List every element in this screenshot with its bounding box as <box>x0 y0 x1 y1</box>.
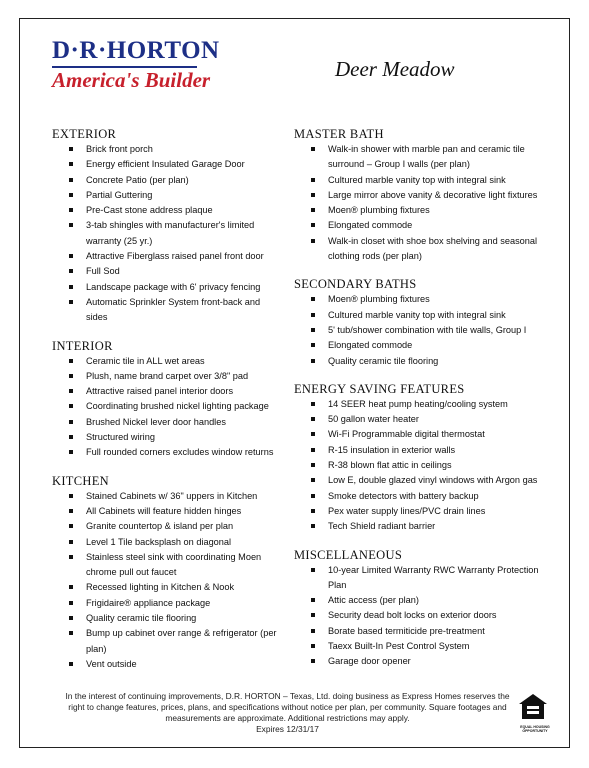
feature-item <box>52 504 282 519</box>
section-heading: INTERIOR <box>52 338 113 353</box>
feature-item <box>52 596 282 611</box>
equal-housing-label: EQUAL HOUSING OPPORTUNITY <box>520 725 550 733</box>
bullet-icon <box>311 402 315 406</box>
bullet-icon <box>311 359 315 363</box>
bullet-icon <box>311 313 315 317</box>
feature-item <box>294 218 559 233</box>
feature-item <box>52 264 282 279</box>
feature-text: All Cabinets will feature hidden hinges <box>86 505 242 516</box>
bullet-icon <box>69 389 73 393</box>
bullet-icon <box>69 178 73 182</box>
feature-item <box>294 473 559 488</box>
bullet-icon <box>311 328 315 332</box>
feature-text: Attractive raised panel interior doors <box>86 386 234 397</box>
feature-list <box>52 489 282 673</box>
bullet-icon <box>311 524 315 528</box>
feature-text: Stained Cabinets w/ 36" uppers in Kitchen <box>86 490 258 501</box>
feature-text: Low E, double glazed vinyl windows with Argon gas <box>328 475 538 486</box>
feature-item <box>52 384 282 399</box>
dr-horton-logo <box>52 37 220 96</box>
feature-text: Walk-in shower with marble pan and ceramic tile surround – Group I walls (per plan) <box>328 144 525 170</box>
feature-text: Brick front porch <box>86 144 153 154</box>
feature-item <box>294 323 559 338</box>
feature-text: Elongated commode <box>328 220 413 231</box>
feature-text: Garage door opener <box>328 656 411 667</box>
section-heading: KITCHEN <box>52 473 109 488</box>
feature-item <box>52 249 282 264</box>
bullet-icon <box>311 629 315 633</box>
bullet-icon <box>311 178 315 182</box>
feature-list <box>52 354 282 461</box>
section-kitchen <box>52 473 282 673</box>
bullet-icon <box>69 435 73 439</box>
feature-item <box>52 295 282 326</box>
feature-text: Cultured marble vanity top with integral sink <box>328 309 506 320</box>
feature-item <box>294 354 559 369</box>
feature-item <box>294 458 559 473</box>
bullet-icon <box>69 359 73 363</box>
feature-text: Brushed Nickel lever door handles <box>86 416 226 427</box>
feature-item <box>294 624 559 639</box>
section-heading: ENERGY SAVING FEATURES <box>294 381 465 396</box>
feature-item <box>294 338 559 353</box>
bullet-icon <box>311 297 315 301</box>
bullet-icon <box>69 208 73 212</box>
bullet-icon <box>69 662 73 666</box>
feature-text: Full Sod <box>86 266 120 277</box>
feature-text: 10-year Limited Warranty RWC Warranty Protection Plan <box>328 564 539 590</box>
feature-text: Bump up cabinet over range & refrigerator (per plan) <box>86 628 277 654</box>
bullet-icon <box>69 300 73 304</box>
feature-text: Recessed lighting in Kitchen & Nook <box>86 582 235 593</box>
feature-item <box>52 157 282 172</box>
feature-text: Attic access (per plan) <box>328 595 419 606</box>
footer <box>60 691 515 735</box>
feature-text: Full rounded corners excludes window returns <box>86 447 274 458</box>
feature-text: 5' tub/shower combination with tile walls, Group I <box>328 324 527 335</box>
feature-text: 50 gallon water heater <box>328 414 419 425</box>
bullet-icon <box>69 269 73 273</box>
feature-text: Pre-Cast stone address plaque <box>86 205 213 216</box>
section-heading: MASTER BATH <box>294 127 384 141</box>
feature-list <box>294 142 559 264</box>
section-miscellaneous <box>294 547 559 670</box>
bullet-icon <box>311 343 315 347</box>
feature-text: Moen® plumbing fixtures <box>328 294 430 305</box>
bullet-icon <box>311 598 315 602</box>
feature-item <box>294 397 559 412</box>
feature-item <box>52 489 282 504</box>
section-energy-saving-features <box>294 381 559 535</box>
feature-text: Pex water supply lines/PVC drain lines <box>328 505 486 516</box>
community-title: Deer Meadow <box>335 57 455 81</box>
bullet-icon <box>311 644 315 648</box>
feature-item <box>294 142 559 173</box>
bullet-icon <box>311 208 315 212</box>
section-heading: MISCELLANEOUS <box>294 547 403 562</box>
bullet-icon <box>69 631 73 635</box>
bullet-icon <box>69 494 73 498</box>
feature-text: Frigidaire® appliance package <box>86 597 211 608</box>
right-column <box>294 126 559 682</box>
feature-text: Stainless steel sink with coordinating Moen chrome pull out faucet <box>86 551 262 578</box>
feature-text: Granite countertop & island per plan <box>86 521 234 532</box>
section-master-bath <box>294 126 559 264</box>
feature-item <box>52 399 282 414</box>
feature-item <box>294 308 559 323</box>
feature-text: Concrete Patio (per plan) <box>86 174 189 185</box>
feature-text: Vent outside <box>86 658 137 669</box>
feature-text: Tech Shield radiant barrier <box>328 521 436 532</box>
bullet-icon <box>311 448 315 452</box>
feature-item <box>52 657 282 672</box>
bullet-icon <box>69 162 73 166</box>
feature-text: Automatic Sprinkler System front-back and sides <box>86 296 261 323</box>
feature-item <box>52 550 282 581</box>
feature-item <box>52 188 282 203</box>
feature-item <box>52 354 282 369</box>
feature-text: Large mirror above vanity & decorative light fixtures <box>328 189 538 200</box>
bullet-icon <box>69 254 73 258</box>
feature-item <box>52 626 282 657</box>
feature-text: 14 SEER heat pump heating/cooling system <box>328 398 508 409</box>
feature-list <box>294 397 559 535</box>
feature-item <box>294 593 559 608</box>
bullet-icon <box>69 374 73 378</box>
feature-list <box>294 292 559 368</box>
feature-item <box>294 412 559 427</box>
feature-item <box>294 654 559 669</box>
footer-disclaimer: In the interest of continuing improvements, D.R. HORTON – Texas, Ltd. doing business as Express Homes reserves the right to change features, prices, plans, and specifications without notice per plan, per community. Square footages and measurements are approximate. Additional restrictions may apply. <box>65 691 510 723</box>
feature-text: Wi-Fi Programmable digital thermostat <box>328 429 485 440</box>
bullet-icon <box>311 223 315 227</box>
bullet-icon <box>69 223 73 227</box>
footer-expiry: Expires 12/31/17 <box>256 724 319 734</box>
section-interior <box>52 338 282 461</box>
bullet-icon <box>69 585 73 589</box>
bullet-icon <box>69 450 73 454</box>
feature-item <box>52 445 282 460</box>
feature-text: Plush, name brand carpet over 3/8" pad <box>86 370 249 381</box>
bullet-icon <box>311 147 315 151</box>
logo-tagline: America's Builder <box>52 68 211 92</box>
feature-text: Taexx Built-In Pest Control System <box>328 641 470 652</box>
bullet-icon <box>69 285 73 289</box>
bullet-icon <box>311 509 315 513</box>
bullet-icon <box>69 601 73 605</box>
bullet-icon <box>69 524 73 528</box>
feature-item <box>294 203 559 218</box>
feature-item <box>52 203 282 218</box>
bullet-icon <box>69 616 73 620</box>
bullet-icon <box>69 509 73 513</box>
bullet-icon <box>311 478 315 482</box>
section-exterior <box>52 126 282 326</box>
section-secondary-baths <box>294 276 559 368</box>
feature-item <box>52 611 282 626</box>
feature-item <box>294 292 559 307</box>
feature-item <box>294 639 559 654</box>
logo-brand: D·R·HORTON <box>52 37 220 64</box>
feature-item <box>294 188 559 203</box>
feature-text: Borate based termiticide pre-treatment <box>328 625 485 636</box>
feature-item <box>52 280 282 295</box>
bullet-icon <box>311 494 315 498</box>
feature-item <box>294 234 559 265</box>
feature-text: Coordinating brushed nickel lighting package <box>86 401 269 412</box>
equal-housing-logo <box>518 693 552 733</box>
feature-text: R-38 blown flat attic in ceilings <box>328 460 452 471</box>
feature-item <box>294 608 559 623</box>
feature-item <box>294 563 559 594</box>
feature-text: Smoke detectors with battery backup <box>328 490 479 501</box>
left-column <box>52 126 282 684</box>
feature-item <box>52 369 282 384</box>
feature-text: Partial Guttering <box>86 189 153 200</box>
bullet-icon <box>311 417 315 421</box>
feature-list <box>294 563 559 670</box>
bullet-icon <box>69 555 73 559</box>
feature-item <box>294 173 559 188</box>
feature-text: Walk-in closet with shoe box shelving and seasonal clothing rods (per plan) <box>328 235 538 262</box>
feature-item <box>294 443 559 458</box>
feature-item <box>52 519 282 534</box>
feature-item <box>52 535 282 550</box>
equal-housing-icon <box>518 693 548 720</box>
feature-text: R-15 insulation in exterior walls <box>328 444 456 455</box>
feature-text: Structured wiring <box>86 432 155 443</box>
bullet-icon <box>311 613 315 617</box>
bullet-icon <box>69 404 73 408</box>
feature-text: Elongated commode <box>328 340 413 351</box>
feature-text: Quality ceramic tile flooring <box>86 613 197 624</box>
bullet-icon <box>69 420 73 424</box>
bullet-icon <box>311 432 315 436</box>
bullet-icon <box>69 147 73 151</box>
feature-item <box>294 489 559 504</box>
feature-item <box>294 504 559 519</box>
bullet-icon <box>311 463 315 467</box>
feature-text: Security dead bolt locks on exterior doors <box>328 610 497 621</box>
bullet-icon <box>311 568 315 572</box>
bullet-icon <box>311 239 315 243</box>
feature-item <box>52 430 282 445</box>
feature-text: Level 1 Tile backsplash on diagonal <box>86 536 232 547</box>
feature-item <box>294 519 559 534</box>
feature-item <box>52 218 282 249</box>
feature-text: Landscape package with 6' privacy fencing <box>86 281 261 292</box>
section-heading: SECONDARY BATHS <box>294 277 417 292</box>
feature-text: Moen® plumbing fixtures <box>328 205 430 216</box>
feature-text: Attractive Fiberglass raised panel front door <box>86 251 264 262</box>
feature-text: Quality ceramic tile flooring <box>328 355 439 366</box>
feature-text: Cultured marble vanity top with integral sink <box>328 174 506 185</box>
feature-list <box>52 142 282 326</box>
bullet-icon <box>311 193 315 197</box>
feature-text: Energy efficient Insulated Garage Door <box>86 159 245 170</box>
bullet-icon <box>69 540 73 544</box>
feature-item <box>52 173 282 188</box>
bullet-icon <box>69 193 73 197</box>
feature-text: Ceramic tile in ALL wet areas <box>86 355 205 366</box>
feature-item <box>52 580 282 595</box>
section-heading: EXTERIOR <box>52 127 117 141</box>
feature-item <box>294 427 559 442</box>
feature-text: 3-tab shingles with manufacturer's limited warranty (25 yr.) <box>86 220 255 246</box>
feature-item <box>52 415 282 430</box>
bullet-icon <box>311 659 315 663</box>
feature-item <box>52 142 282 157</box>
